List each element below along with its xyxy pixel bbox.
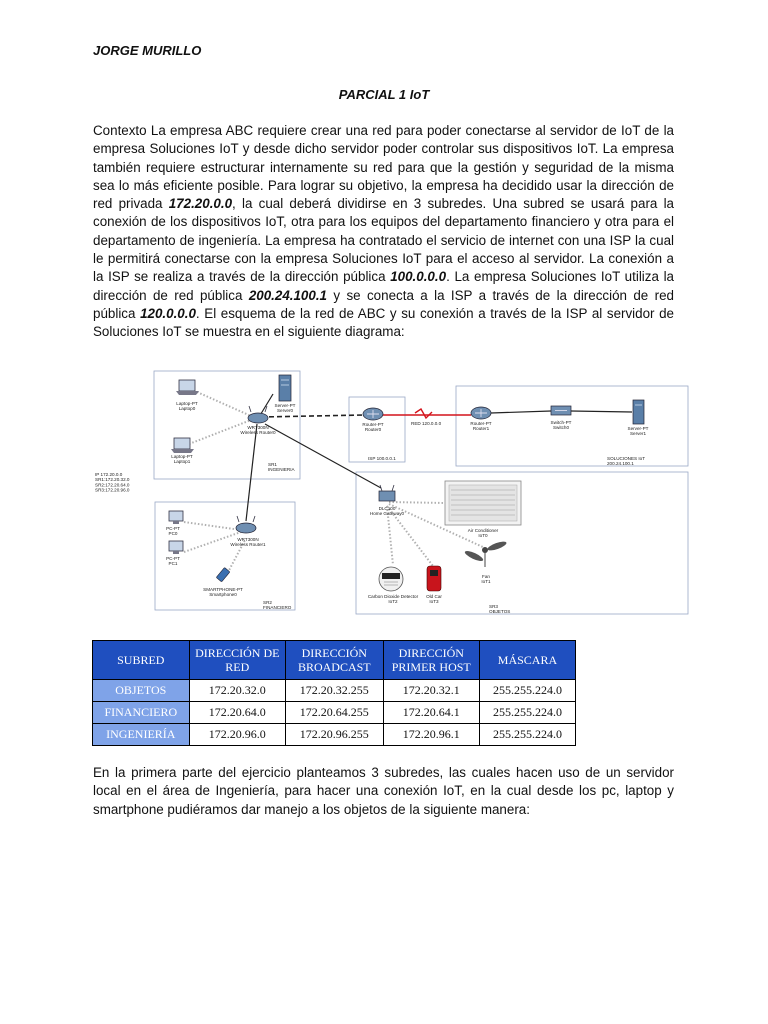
co-name: Carbon Dioxide Detector	[367, 594, 419, 599]
wireless-link	[197, 392, 251, 416]
laptop0-type: Laptop-PT	[176, 401, 198, 406]
laptop-icon	[176, 380, 199, 395]
svg-text:Laptop-PTLaptop0	[176, 401, 198, 411]
laptop-icon	[171, 438, 194, 453]
sr1-dept: INGENIERIA	[268, 467, 295, 473]
svg-text:PC-PTPC0	[166, 526, 180, 536]
header-mask: MÁSCARA	[497, 653, 558, 667]
broadcast-address-cell: 172.20.64.255	[286, 702, 384, 724]
wr1-name: Wireless Router1	[230, 542, 266, 548]
svg-text:Router-PTRouter1	[470, 421, 491, 431]
soluciones-area	[456, 386, 688, 466]
home-gateway-icon	[379, 485, 395, 501]
context-paragraph	[93, 122, 674, 342]
co2-detector-icon	[379, 567, 403, 591]
svg-text:PC-PTPC1	[166, 556, 180, 566]
svg-text:Server-PTServer0	[275, 403, 296, 413]
fan-name: Fan	[482, 574, 490, 579]
router0-name: Router0	[364, 427, 382, 433]
red-zigzag-icon	[415, 409, 432, 418]
first-host-cell: 172.20.32.1	[383, 680, 479, 702]
private-network-address: 172.20.0.0	[168, 196, 233, 212]
svg-text:Laptop-PTLaptop1	[171, 454, 193, 464]
wr0-model: WRT300N	[247, 425, 269, 430]
router0-type: Router-PT	[362, 422, 384, 427]
svg-text:Switch-PTSwitch0	[551, 420, 572, 430]
ip-note: IP 172.20.0.0	[95, 472, 123, 477]
table-row	[93, 680, 576, 702]
context-text-3: . La empresa Soluciones IoT utiliza la dirección de red pública	[93, 269, 674, 303]
server1-type: Server-PT	[627, 426, 649, 431]
broadcast-address-cell: 172.20.96.255	[286, 724, 384, 746]
table-row	[93, 724, 576, 746]
closing-paragraph: En la primera parte del ejercicio planteamos 3 subredes, las cuales hacen uso de un servidor local en el área de Ingeniería, para hacer una conexión IoT, en la cual desde los pc, laptop y smartphone pudiéramos dar manejo a los objetos de la siguiente manera:	[93, 765, 674, 817]
router-icon	[471, 407, 491, 419]
table-header-row	[93, 641, 576, 680]
svg-text:SR1INGENIERIA	[268, 462, 295, 472]
sr3-dept: OBJETOS	[489, 609, 511, 615]
co-id: IoT2	[388, 599, 398, 605]
mask-cell: 255.255.224.0	[479, 724, 575, 746]
pc-icon	[169, 511, 183, 524]
header-host-line1: DIRECCIÓN	[398, 646, 464, 660]
soluciones-public-address: 200.24.100.1	[248, 287, 327, 303]
sr1-label: SR1	[268, 462, 277, 467]
mask-cell: 255.255.224.0	[479, 702, 575, 724]
first-host-cell: 172.20.96.1	[383, 724, 479, 746]
subnet-table	[92, 640, 576, 746]
red-label: RED 120.0.0.0	[411, 421, 442, 426]
ac-name: Air Conditioner	[467, 528, 499, 533]
switch0-type: Switch-PT	[550, 420, 572, 425]
smartphone-name: Smartphone0	[209, 592, 237, 598]
svg-text:FanIoT1	[481, 574, 491, 584]
gateway-name: Home Gateway0	[369, 511, 405, 517]
switch-icon	[551, 406, 571, 415]
switch0-name: Switch0	[552, 425, 570, 431]
pc0-type: PC-PT	[166, 526, 180, 531]
smartphone-icon	[216, 567, 230, 581]
svg-text:Carbon Dioxide DetectorIoT2	[368, 594, 419, 604]
server1-name: Server1	[629, 431, 647, 437]
header-red-line2: RED	[225, 660, 250, 674]
column-header	[93, 641, 190, 680]
soluciones-address: 200.24.100.1	[607, 461, 634, 467]
header-broadcast-line1: DIRECCIÓN	[301, 646, 367, 660]
sr3-label: SR3	[489, 604, 498, 609]
column-header	[479, 641, 575, 680]
broadcast-address-cell: 172.20.32.255	[286, 680, 384, 702]
svg-text:Air ConditionerIoT0	[468, 528, 499, 538]
svg-text:SMARTPHONE-PTSmartphone0	[203, 587, 243, 597]
document-title: PARCIAL 1 IoT	[338, 87, 430, 102]
pc-icon	[169, 541, 183, 554]
router1-name: Router1	[472, 426, 490, 432]
air-conditioner-icon	[445, 481, 521, 525]
router-icon	[363, 408, 383, 420]
network-address-cell: 172.20.32.0	[189, 680, 285, 702]
laptop0-name: Laptop0	[178, 406, 196, 412]
svg-text:SOLUCIONES IoT200.24.100.1	[607, 456, 645, 466]
svg-text:Router-PTRouter0	[362, 422, 383, 432]
wr0-name: Wireless Router0	[240, 430, 276, 436]
mask-cell: 255.255.224.0	[479, 680, 575, 702]
sr2-dept: FINANCIERO	[263, 605, 292, 611]
old-car-icon	[427, 566, 441, 591]
subnet-name-cell: INGENIERÍA	[93, 724, 190, 746]
gateway-model: DLC100	[378, 506, 396, 511]
svg-text:Server-PTServer1	[628, 426, 649, 436]
router1-type: Router-PT	[470, 421, 492, 426]
wireless-link	[184, 522, 241, 530]
column-header	[189, 641, 285, 680]
svg-text:IP 172.20.0.0SR1:172.20.32.0SR	[95, 472, 130, 493]
pc1-type: PC-PT	[166, 556, 180, 561]
context-text-2: , la cual deberá dividirse en 3 subredes. Una subred se usará para la conexión de los dispositivos IoT, otra para los equipos del departamento financiero y otra para el departamento de ingeniería. La empresa ha contratado el servicio de internet con una ISP la cual le permitirá conectarse con la empresa Soluciones IoT para el acceso al servidor. La conexión a la ISP se realiza a través de la dirección pública	[93, 196, 675, 285]
car-name: Old Car	[426, 594, 442, 599]
svg-text:WRT300NWireless Router1	[230, 537, 266, 547]
context-text-5: . El esquema de la red de ABC y su conexión a través de la ISP al servidor de Soluciones IoT se muestra en el siguiente diagrama:	[93, 305, 675, 340]
subnet-name-cell: OBJETOS	[93, 680, 190, 702]
pc0-name: PC0	[168, 531, 178, 537]
table-row	[93, 702, 576, 724]
svg-text:SR3OBJETOS	[489, 604, 510, 614]
header-subred: SUBRED	[117, 653, 165, 667]
isp-label: ISP 100.0.0.1	[368, 456, 396, 461]
switch-server1-link	[571, 411, 632, 412]
server0-name: Server0	[276, 408, 294, 414]
wr1-model: WRT300N	[237, 537, 259, 542]
network-address-cell: 172.20.64.0	[189, 702, 285, 724]
server-icon	[279, 375, 291, 401]
author-name: JORGE MURILLO	[93, 43, 202, 58]
network-address-cell: 172.20.96.0	[189, 724, 285, 746]
header-red-line1: DIRECCIÓN DE	[195, 646, 280, 660]
first-host-cell: 172.20.64.1	[383, 702, 479, 724]
context-text-1: Contexto La empresa ABC requiere crear una red para poder conectarse al servidor de IoT de la empresa Soluciones IoT y desde dicho servidor poder controlar sus dispositivos IoT. La empresa también requiere estructurar internamente su red para que la gestión y seguridad de la misma sea lo más eficiente posible. Para lograr su objetivo, la empresa ha decidido usar la dirección de red privada	[93, 123, 674, 212]
server-icon	[633, 400, 644, 424]
router0-router1-link	[246, 424, 257, 521]
context-text-4: y se conecta a la ISP a través de la dirección de red pública	[93, 287, 674, 321]
pc1-name: PC1	[168, 561, 178, 567]
network-diagram	[93, 360, 690, 616]
ip-note: SR2:172.20.64.0	[95, 482, 130, 488]
wireless-router-icon	[248, 406, 268, 423]
server0-type: Server-PT	[274, 403, 296, 408]
ip-note: SR3:172.20.96.0	[95, 487, 130, 493]
sr2-label: SR2	[263, 600, 272, 605]
laptop1-type: Laptop-PT	[171, 454, 193, 459]
isp-link-address: 120.0.0.0	[140, 305, 196, 321]
svg-text:DLC100Home Gateway0	[370, 506, 405, 516]
fan-id: IoT1	[481, 579, 491, 585]
wireless-link	[389, 502, 445, 503]
ip-note: SR1:172.20.32.0	[95, 477, 130, 483]
header-host-line2: PRIMER HOST	[391, 660, 471, 674]
fan-icon	[464, 540, 508, 567]
column-header	[383, 641, 479, 680]
smartphone-type: SMARTPHONE-PT	[203, 587, 243, 592]
isp-public-address: 100.0.0.0	[390, 269, 447, 285]
router0-isp-link	[261, 415, 364, 417]
soluciones-label: SOLUCIONES IoT	[607, 456, 646, 461]
laptop1-name: Laptop1	[173, 459, 191, 465]
column-header	[286, 641, 384, 680]
header-broadcast-line2: BROADCAST	[297, 660, 371, 674]
ac-id: IoT0	[478, 533, 488, 539]
car-id: IoT3	[429, 599, 439, 605]
subnet-name-cell: FINANCIERO	[93, 702, 190, 724]
sr3-area	[356, 472, 688, 614]
svg-text:SR2FINANCIERO	[263, 600, 292, 610]
router1-switch-link	[491, 411, 551, 413]
svg-text:Old CarIoT3	[426, 594, 442, 604]
